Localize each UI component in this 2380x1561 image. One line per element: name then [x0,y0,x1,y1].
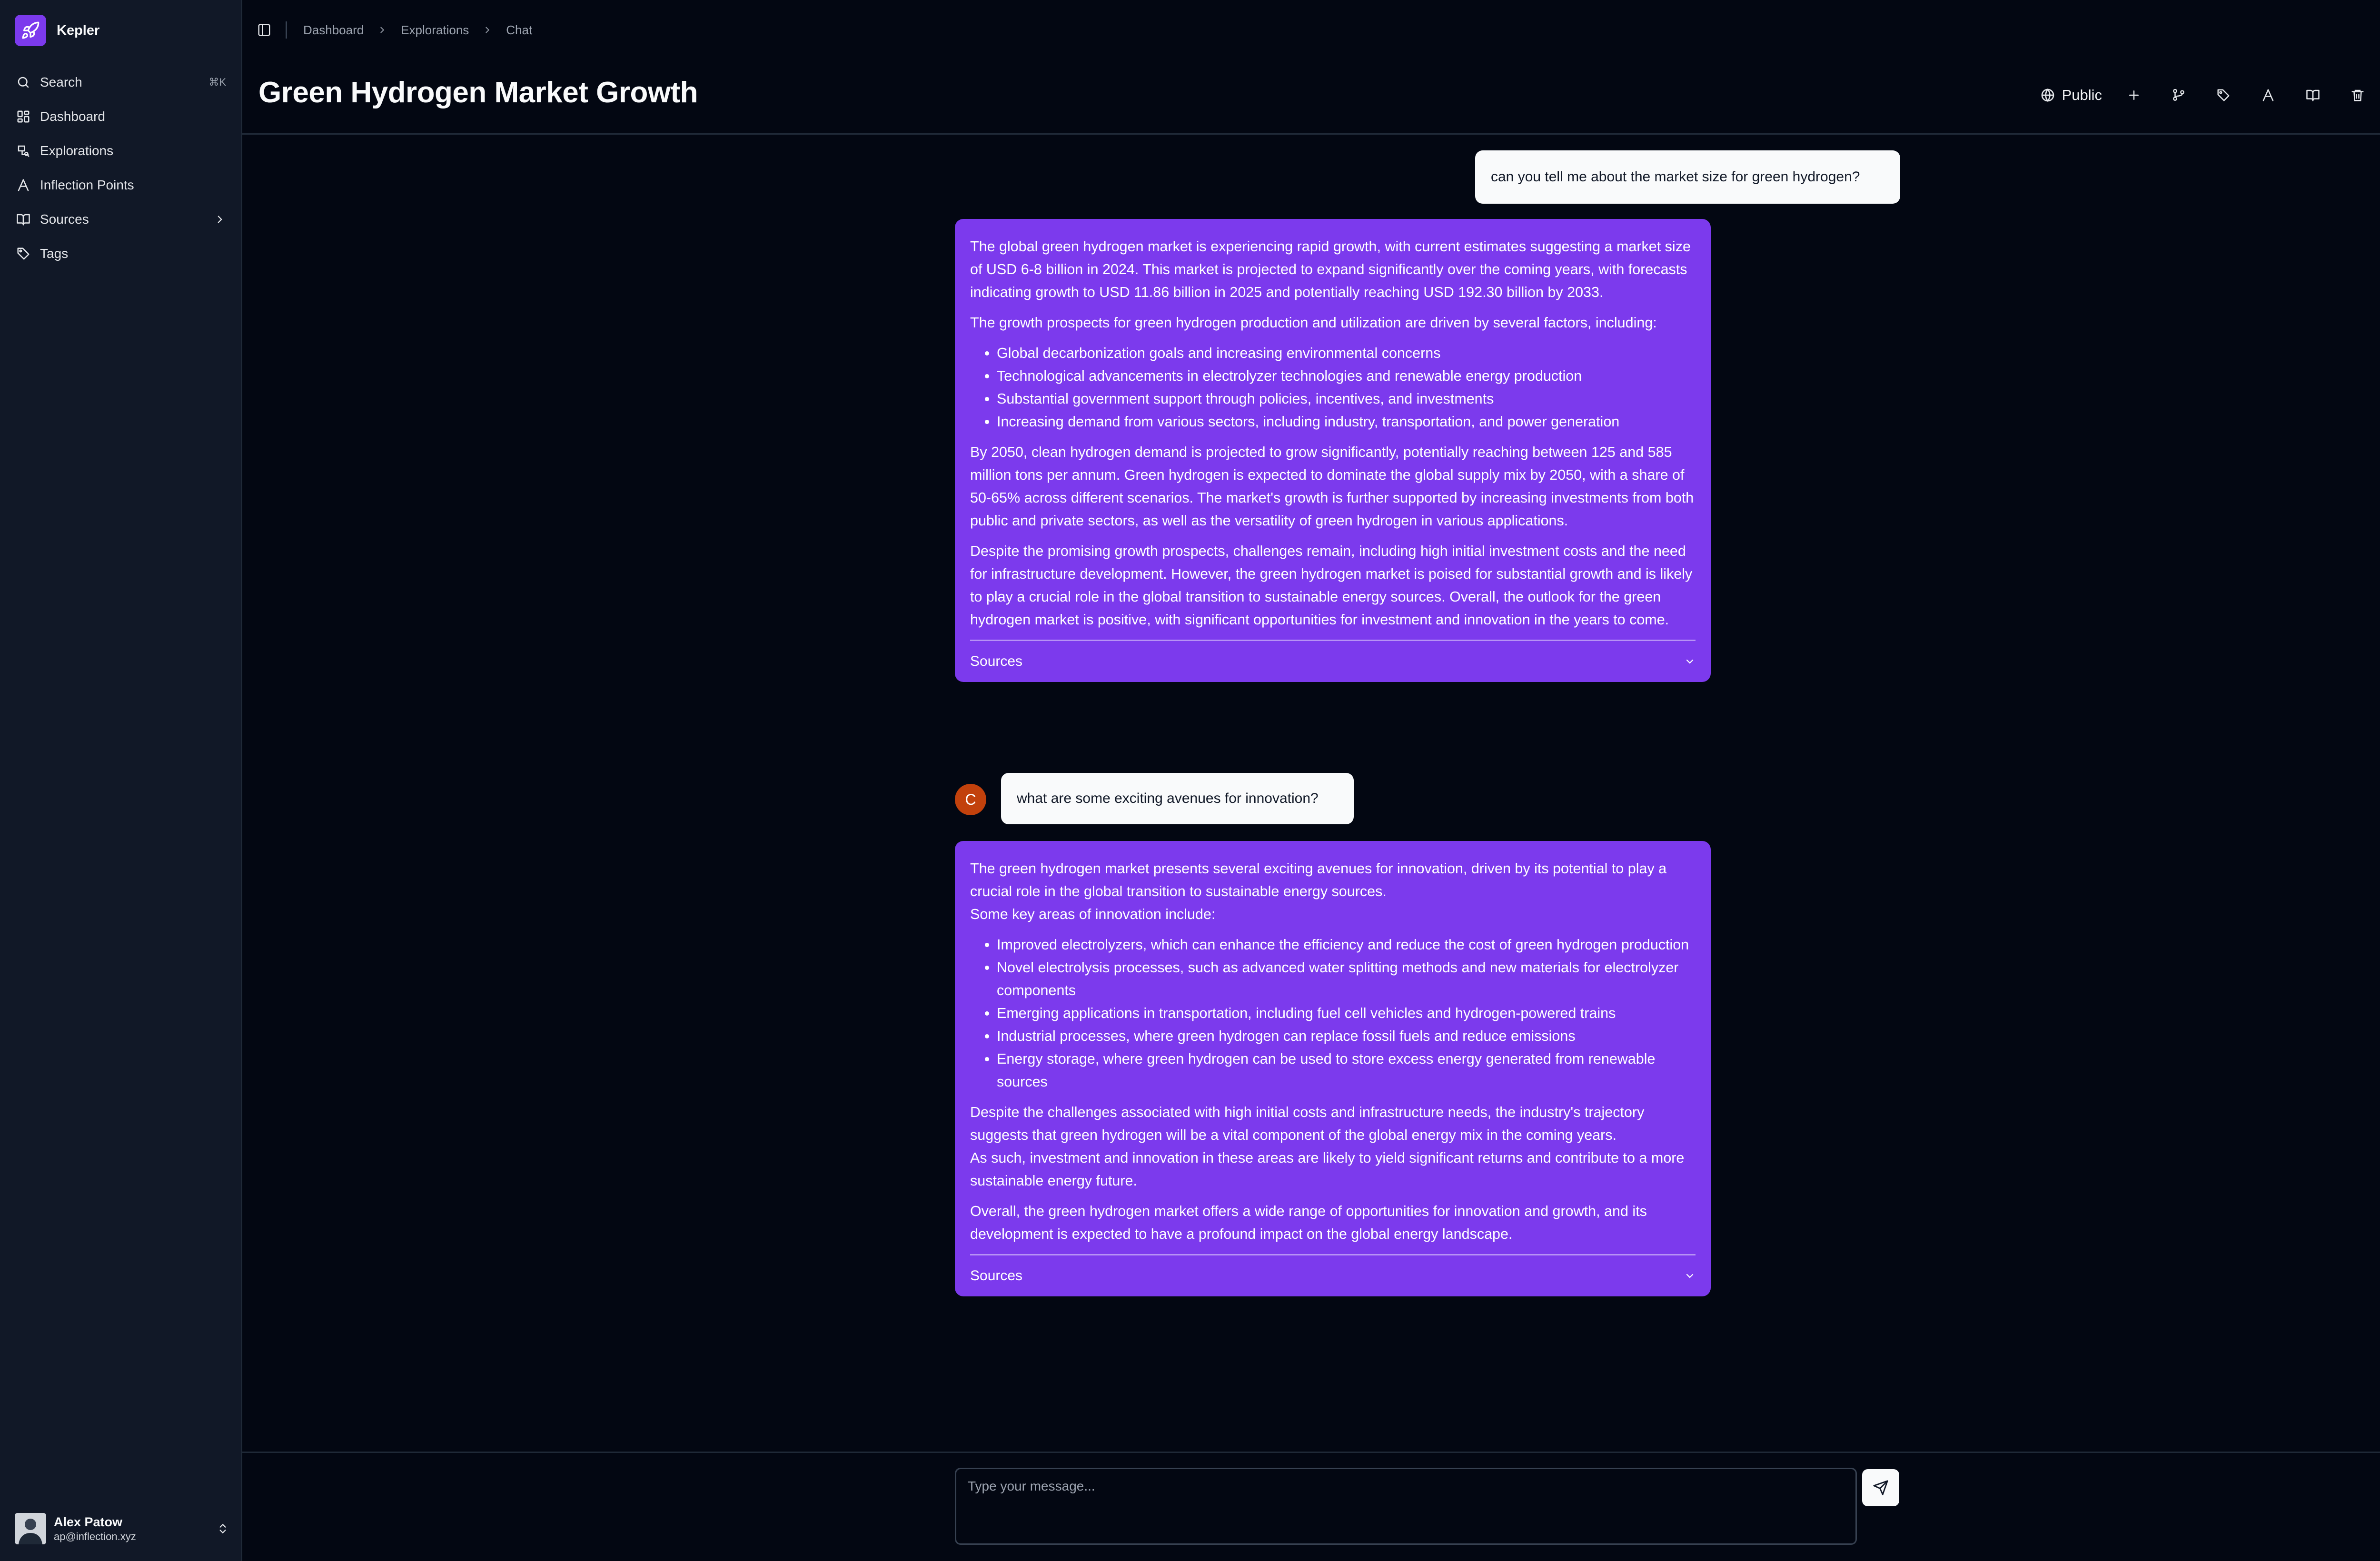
book-open-icon [16,212,30,227]
breadcrumb [303,23,532,38]
branch-button[interactable] [2156,81,2201,109]
user-message [1001,773,1354,824]
assistant-message [955,219,1711,682]
brand[interactable] [15,15,99,46]
inflection-points-icon [2261,88,2275,102]
tag-icon [2216,88,2231,102]
user-name: Alex Patow [54,1515,123,1529]
globe-icon [2040,88,2055,103]
sidebar-item-label: Sources [40,212,89,227]
list-item: • Emerging applications in transportation, including fuel cell vehicles and hydrogen-powered trains [997,1002,1696,1025]
send-button[interactable] [1862,1469,1899,1506]
sidebar-item-label: Search [40,75,82,89]
assistant-paragraph: By 2050, clean hydrogen demand is projected to grow significantly, potentially reaching between 125 and 585 million tons per annum. Green hydrogen is expected to dominate the global supply mix by 2050, with a share of 50-65% across different scenarios. The market's growth is further supported by increasing investments from both public and private sectors, as well as the versatility of green hydrogen in various applications. [970,444,1694,529]
sidebar-item-label: Inflection Points [40,178,134,192]
sources-label: Sources [970,653,1023,669]
assistant-paragraph: The global green hydrogen market is experiencing rapid growth, with current estimates suggesting a market size of USD 6-8 billion in 2024. This market is projected to expand significantly over the coming years, with forecasts indicating growth to USD 11.86 billion in 2025 and potentially reaching USD 192.30 billion by 2033. [970,238,1691,300]
assistant-paragraph: As such, investment and innovation in these areas are likely to yield significant returns and contribute to a more sustainable energy future. [970,1150,1685,1189]
sidebar-item-search[interactable] [7,67,236,98]
sidebar-item-tags[interactable] [7,238,236,269]
assistant-paragraph: Overall, the green hydrogen market offers a wide range of opportunities for innovation and growth, and its development is expected to have a profound impact on the global energy landscape. [970,1203,1647,1242]
footer-divider [242,1452,2380,1453]
sidebar-item-dashboard[interactable] [7,101,236,132]
user-menu[interactable] [15,1512,229,1545]
kepler-logo-icon [15,15,46,46]
page-title: Green Hydrogen Market Growth [258,76,698,109]
dashboard-icon [16,109,30,124]
add-button[interactable] [2112,81,2156,109]
topbar-divider [286,21,287,39]
search-icon [16,75,30,89]
user-message-text: what are some exciting avenues for innovation? [1017,790,1319,806]
assistant-list [970,342,1696,433]
sources-toggle[interactable] [970,1254,1696,1296]
breadcrumb-dashboard[interactable]: Dashboard [303,22,364,37]
delete-button[interactable] [2335,81,2380,109]
user-message [1475,150,1900,204]
list-item: • Substantial government support through policies, incentives, and investments [997,387,1696,410]
sidebar-item-inflection-points[interactable] [7,169,236,201]
header-actions [2031,81,2380,109]
search-shortcut: ⌘K [208,76,226,88]
breadcrumb-explorations[interactable]: Explorations [401,22,469,37]
plus-icon [2127,88,2141,102]
sidebar-item-label: Dashboard [40,109,105,124]
assistant-paragraph: Some key areas of innovation include: [970,906,1216,922]
breadcrumb-chat: Chat [506,22,533,37]
chevron-down-icon [1684,1270,1696,1282]
header-divider [242,133,2380,135]
user-avatar: C [955,784,986,815]
sources-label: Sources [970,1268,1023,1284]
visibility-button[interactable] [2031,81,2112,109]
inflection-point-button[interactable] [2246,81,2291,109]
sidebar [0,0,242,1561]
inflection-points-icon [16,178,30,192]
assistant-paragraph: Despite the challenges associated with high initial costs and infrastructure needs, the industry's trajectory suggests that green hydrogen will be a vital component of the global energy mix in the coming years. [970,1104,1645,1143]
tag-button[interactable] [2201,81,2246,109]
list-item: • Improved electrolyzers, which can enhance the efficiency and reduce the cost of green hydrogen production [997,933,1696,956]
list-item: • Industrial processes, where green hydrogen can replace fossil fuels and reduce emissions [997,1025,1696,1047]
sidebar-item-explorations[interactable] [7,135,236,167]
sources-button[interactable] [2291,81,2335,109]
app-name: Kepler [57,22,100,38]
chevron-right-icon [482,25,493,35]
sidebar-item-sources[interactable] [7,204,236,235]
message-input[interactable] [955,1468,1857,1545]
assistant-paragraph: The growth prospects for green hydrogen production and utilization are driven by several factors, including: [970,315,1657,331]
book-open-icon [2306,88,2320,102]
user-email: ap@inflection.xyz [54,1531,136,1542]
chevron-right-icon [377,25,387,35]
user-info [54,1514,217,1543]
avatar [15,1513,46,1544]
sidebar-item-label: Tags [40,246,69,261]
sources-toggle[interactable] [970,640,1696,682]
chevron-down-icon [1684,656,1696,667]
list-item: • Novel electrolysis processes, such as advanced water splitting methods and new materials for electrolyzer components [997,956,1696,1002]
list-item: • Energy storage, where green hydrogen can be used to store excess energy generated from renewable sources [997,1047,1696,1093]
user-message-text: can you tell me about the market size for green hydrogen? [1491,169,1860,185]
explorations-icon [16,144,30,158]
sidebar-nav [7,67,236,272]
assistant-paragraph: The green hydrogen market presents several exciting avenues for innovation, driven by its potential to play a crucial role in the global transition to sustainable energy sources. [970,860,1667,899]
chevrons-up-down-icon[interactable] [217,1522,229,1535]
sidebar-toggle-icon[interactable] [257,23,271,37]
chevron-right-icon[interactable] [214,213,226,226]
trash-icon [2350,88,2365,102]
list-item: • Technological advancements in electrolyzer technologies and renewable energy production [997,365,1696,387]
tag-icon [16,247,30,261]
assistant-paragraph: Despite the promising growth prospects, challenges remain, including high initial investment costs and the need for infrastructure development. However, the green hydrogen market is poised for substantial growth and is likely to play a crucial role in the global transition to sustainable energy sources. Overall, the outlook for the green hydrogen market is positive, with significant opportunities for investment and innovation in the years to come. [970,543,1693,628]
git-branch-icon [2172,88,2186,102]
assistant-list [970,933,1696,1093]
assistant-message [955,841,1711,1296]
visibility-label: Public [2062,87,2102,103]
list-item: • Global decarbonization goals and increasing environmental concerns [997,342,1696,365]
send-icon [1873,1480,1889,1496]
topbar [257,19,532,41]
sidebar-item-label: Explorations [40,143,114,158]
list-item: • Increasing demand from various sectors, including industry, transportation, and power generation [997,410,1696,433]
